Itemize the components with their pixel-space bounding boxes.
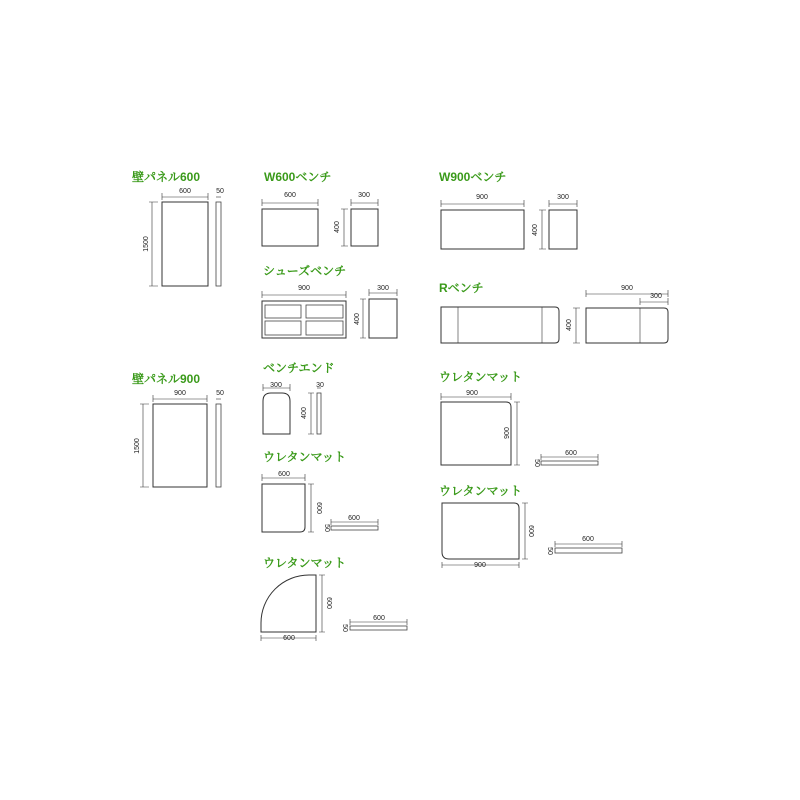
dim-line-w900-depth <box>549 200 577 207</box>
urethane-mat-600-top <box>262 484 305 532</box>
dim-wall900-width: 900 <box>174 390 186 397</box>
w900-bench-front <box>441 210 524 249</box>
title-w900-bench: W900ベンチ <box>439 170 507 184</box>
dim-ud-side-thick: 50 <box>546 547 553 555</box>
dim-line-shoes-width <box>262 291 346 298</box>
shoes-bench-side <box>369 299 397 338</box>
urethane-mat-900-side <box>541 461 598 465</box>
r-bench-front <box>441 307 559 343</box>
title-bench-end: ベンチエンド <box>263 361 335 375</box>
title-urethane-mat-900: ウレタンマット <box>439 370 523 384</box>
dim-shoes-height: 400 <box>354 313 361 325</box>
title-w600-bench: W600ベンチ <box>264 170 332 184</box>
shoes-bench-cubby <box>265 305 301 318</box>
dim-line-wall600-height <box>149 202 158 286</box>
title-urethane-mat-quarter: ウレタンマット <box>263 556 347 570</box>
dim-end-width: 300 <box>270 382 282 389</box>
urethane-mat-900x600-top <box>442 503 519 559</box>
dim-shoes-depth: 300 <box>377 285 389 292</box>
bench-end-side <box>317 393 321 434</box>
wall-panel-900-side <box>216 404 221 487</box>
dim-wall900-height: 1500 <box>134 438 141 454</box>
title-urethane-mat-600: ウレタンマット <box>263 450 347 464</box>
dim-wall900-thick: 50 <box>216 390 224 397</box>
dim-ua-side-width: 600 <box>348 515 360 522</box>
dim-line-w600-width <box>262 199 318 206</box>
bench-end-front <box>263 393 290 434</box>
w600-bench-side <box>351 209 378 246</box>
dim-ua-width: 600 <box>278 471 290 478</box>
dim-ub-height: 600 <box>325 597 332 609</box>
dim-end-height: 400 <box>301 407 308 419</box>
dim-w600-depth: 300 <box>358 192 370 199</box>
dim-ud-side-width: 600 <box>582 536 594 543</box>
urethane-mat-900x600-side <box>555 548 622 553</box>
urethane-mat-quarter-side <box>350 626 407 630</box>
shoes-bench-cubby <box>265 321 301 335</box>
dim-uc-side-width: 600 <box>565 450 577 457</box>
dim-line-wall900-height <box>140 404 149 487</box>
title-urethane-mat-900x600: ウレタンマット <box>439 484 523 498</box>
dim-w900-width: 900 <box>476 194 488 201</box>
dim-r-width: 900 <box>621 285 633 292</box>
dim-w900-depth: 300 <box>557 194 569 201</box>
urethane-mat-600-side <box>331 526 378 530</box>
dim-r-depth: 300 <box>650 293 662 300</box>
dim-wall600-height: 1500 <box>143 236 150 252</box>
w600-bench-front <box>262 209 318 246</box>
dim-ub-width: 600 <box>283 635 295 642</box>
dim-line-w900-height <box>539 210 546 249</box>
dim-line-w600-depth <box>351 199 378 206</box>
shoes-bench-cubby <box>306 305 343 318</box>
dim-line-w900-width <box>441 200 524 207</box>
dim-line-ub-height <box>319 575 325 632</box>
dim-uc-side-thick: 50 <box>533 459 540 467</box>
dim-shoes-width: 900 <box>298 285 310 292</box>
dim-line-w600-height <box>341 209 348 246</box>
dim-line-r-height <box>573 308 580 343</box>
title-shoes-bench: シューズベンチ <box>263 264 347 278</box>
dim-w600-width: 600 <box>284 192 296 199</box>
dim-line-end-height <box>308 393 314 434</box>
dim-line-uc-height <box>514 402 520 465</box>
dim-ua-side-thick: 50 <box>323 524 330 532</box>
shoes-bench-cubby <box>306 321 343 335</box>
title-wall-panel-900: 壁パネル900 <box>132 372 201 386</box>
dim-r-height: 400 <box>566 319 573 331</box>
r-bench-side <box>586 308 668 343</box>
dim-uc-width: 900 <box>466 390 478 397</box>
dim-ua-height: 600 <box>315 502 322 514</box>
dim-end-thick: 30 <box>316 382 324 389</box>
wall-panel-900-front <box>153 404 207 487</box>
dim-wall600-thick: 50 <box>216 188 224 195</box>
dim-uc-height: 900 <box>504 427 511 439</box>
dim-w900-height: 400 <box>532 224 539 236</box>
urethane-mat-900-top <box>441 402 511 465</box>
title-r-bench: Rベンチ <box>439 281 484 295</box>
dim-ub-side-width: 600 <box>373 615 385 622</box>
dim-ud-height: 600 <box>527 525 534 537</box>
dim-ud-width: 900 <box>474 562 486 569</box>
dim-line-ua-height <box>308 484 314 532</box>
dim-ub-side-thick: 50 <box>341 624 348 632</box>
wall-panel-600-front <box>162 202 208 286</box>
title-wall-panel-600: 壁パネル600 <box>132 170 201 184</box>
urethane-mat-quarter-top <box>261 575 316 632</box>
w900-bench-side <box>549 210 577 249</box>
wall-panel-600-side <box>216 202 221 286</box>
dim-wall600-width: 600 <box>179 188 191 195</box>
dim-w600-height: 400 <box>334 221 341 233</box>
